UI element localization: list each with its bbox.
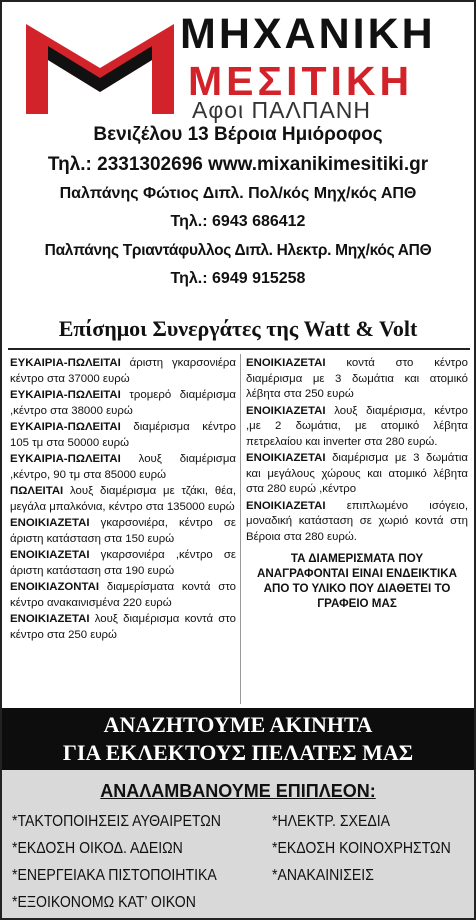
listing-keyword: ΕΝΟΙΚΙΑΖΕΤΑΙ <box>246 452 326 464</box>
partners-line: Επίσημοι Συνεργάτες της Watt & Volt <box>58 316 418 341</box>
services-left-column <box>12 808 221 916</box>
search-banner <box>2 708 474 770</box>
listing-text: διαμέρισμα κέντρο 105 τμ στα 50000 ευρώ <box>10 421 236 449</box>
listing-keyword: ΕΥΚΑΙΡΙΑ-ΠΩΛΕΙΤΑΙ <box>10 357 121 369</box>
listing-text: τρομερό διαμέρισμα ,κέντρο στα 38000 ευρώ <box>10 389 236 417</box>
listing-keyword: ΕΝΟΙΚΙΑΖΕΤΑΙ <box>246 357 326 369</box>
address: Βενιζέλου 13 Βέροια Ημιόροφος <box>93 124 383 145</box>
logo-word-mesitiki: ΜΕΣΙΤΙΚΗ <box>188 58 414 104</box>
person1-name: Παλπάνης Φώτιος Διπλ. Πολ/κός Μηχ/κός ΑΠΘ <box>59 185 417 202</box>
person2-phone: Τηλ.: 6949 915258 <box>170 270 306 287</box>
listing-text: άριστη γκαρσονιέρα κέντρο στα 37000 ευρώ <box>10 357 236 385</box>
listings-right-ads <box>246 356 468 545</box>
listing-item <box>246 499 468 546</box>
listing-keyword: ΕΝΟΙΚΙΑΖΕΤΑΙ <box>10 549 90 561</box>
person2-name: Παλπάνης Τριαντάφυλλος Διπλ. Ηλεκτρ. Μηχ/κός ΑΠΘ <box>44 242 432 259</box>
services-right-column <box>272 808 451 889</box>
service-item: *ΕΚΔΟΣΗ ΟΙΚΟΔ. ΑΔΕΙΩΝ <box>12 840 183 857</box>
listing-item <box>246 451 468 498</box>
listing-text: επιπλωμένο ισόγειο, μοναδική κατάσταση σε χωριό κοντά στη Βέροια στα 280 ευρώ. <box>246 499 468 543</box>
service-item: *ΕΝΕΡΓΕΙΑΚΑ ΠΙΣΤΟΠΟΙΗΤΙΚΑ <box>12 867 217 884</box>
listing-text: κοντά στο κέντρο διαμέρισμα με 3 δωμάτια και ατομικό λέβητα στα 250 ευρώ <box>246 357 468 400</box>
service-item: *ΕΚΔΟΣΗ ΚΟΙΝΟΧΡΗΣΤΩΝ <box>272 840 451 857</box>
banner-line2: ΓΙΑ ΕΚΛΕΚΤΟΥΣ ΠΕΛΑΤΕΣ ΜΑΣ <box>62 740 414 765</box>
services-section <box>2 770 474 918</box>
listings-section <box>8 348 470 708</box>
listing-item <box>10 548 236 579</box>
listing-item <box>10 484 236 515</box>
logo-word-mixaniki: ΜΗΧΑΝΙΚΗ <box>180 10 436 58</box>
listing-text: γκαρσονιέρα, κέντρο σε άριστη κατάσταση στα 150 ευρώ <box>10 517 236 545</box>
listing-item <box>246 404 468 451</box>
person1-phone: Τηλ.: 6943 686412 <box>170 213 306 230</box>
service-item: *ΗΛΕΚΤΡ. ΣΧΕΔΙΑ <box>272 813 391 830</box>
phone-website: Τηλ.: 2331302696 www.mixanikimesitiki.gr <box>47 154 429 175</box>
listing-item <box>10 516 236 547</box>
company-logo <box>12 8 468 123</box>
listing-text: λουξ διαμέρισμα κοντά στο κέντρο στα 250 ευρώ <box>10 613 236 641</box>
disclaimer-note: ΤΑ ΔΙΑΜΕΡΙΣΜΑΤΑ ΠΟΥ ΑΝΑΓΡΑΦΟΝΤΑΙ ΕΙΝΑΙ ΕΝΔΕΙΚΤΙΚΑ ΑΠΟ ΤΟ ΥΛΙΚΟ ΠΟΥ ΔΙΑΘΕΤΕΙ ΤΟ ΓΡΑΦΕΙΟ ΜΑΣ <box>257 552 457 610</box>
service-item: *ΑΝΑΚΑΙΝΙΣΕΙΣ <box>272 867 374 884</box>
services-title: ΑΝΑΛΑΜΒΑΝΟΥΜΕ ΕΠΙΠΛΕΟΝ: <box>100 781 376 801</box>
listing-keyword: ΕΝΟΙΚΙΑΖΕΤΑΙ <box>246 404 326 417</box>
listing-keyword: ΠΩΛΕΙΤΑΙ <box>10 485 64 497</box>
banner-line1: ΑΝΑΖΗΤΟΥΜΕ ΑΚΙΝΗΤΑ <box>103 712 373 737</box>
listing-keyword: ΕΝΟΙΚΙΑΖΕΤΑΙ <box>10 517 90 529</box>
listing-text: γκαρσονιέρα ,κέντρο σε άριστη κατάσταση στα 190 ευρώ <box>10 549 236 577</box>
listing-item <box>10 388 236 419</box>
listing-item <box>10 452 236 483</box>
service-item: *ΕΞΟΙΚΟΝΟΜΩ ΚΑΤ’ ΟΙΚΟΝ <box>12 894 196 911</box>
listing-keyword: ΕΝΟΙΚΙΑΖΟΝΤΑΙ <box>10 581 100 593</box>
listing-text: λουξ διαμέρισμα με τζάκι, θέα, μεγάλα μπαλκόνια, κέντρο στα 135000 ευρώ <box>10 485 236 513</box>
service-item: *ΤΑΚΤΟΠΟΙΗΣΕΙΣ ΑΥΘΑΙΡΕΤΩΝ <box>12 813 221 830</box>
listing-text: διαμερίσματα κοντά στο κέντρο ανακαινισμένα 220 ευρώ <box>10 581 236 609</box>
listing-item <box>10 356 236 387</box>
listing-keyword: ΕΥΚΑΙΡΙΑ-ΠΩΛΕΙΤΑΙ <box>10 421 121 433</box>
listing-text: λουξ διαμέρισμα ,κέντρο, 90 τμ στα 85000 ευρώ <box>10 453 236 481</box>
listing-item <box>10 420 236 451</box>
logo-m-mark-icon <box>26 16 174 114</box>
logo-word-afoi-palpani: Αφοι ΠΑΛΠΑΝΗ <box>192 97 372 123</box>
listings-left-column <box>10 356 236 644</box>
listing-keyword: ΕΥΚΑΙΡΙΑ-ΠΩΛΕΙΤΑΙ <box>10 389 121 401</box>
column-divider <box>240 354 241 704</box>
listing-keyword: ΕΝΟΙΚΙΑΖΕΤΑΙ <box>246 499 326 512</box>
contact-block <box>2 120 474 293</box>
listings-right-column <box>246 356 468 611</box>
listing-item <box>10 612 236 643</box>
listing-item <box>10 580 236 611</box>
listing-text: διαμέρισμα με 3 δωμάτια και μεγάλους χώρους και ατομικό λέβητα στα 280 ευρώ ,κέντρο <box>246 452 468 495</box>
listing-keyword: ΕΝΟΙΚΙΑΖΕΤΑΙ <box>10 613 90 625</box>
listing-item <box>246 356 468 403</box>
listing-keyword: ΕΥΚΑΙΡΙΑ-ΠΩΛΕΙΤΑΙ <box>10 453 121 465</box>
listing-text: λουξ διαμέρισμα, κέντρο ,με 2 δωμάτια, με ατομικό λέβητα πετρελαίου και inverter στα 280 ευρώ. <box>246 404 468 448</box>
